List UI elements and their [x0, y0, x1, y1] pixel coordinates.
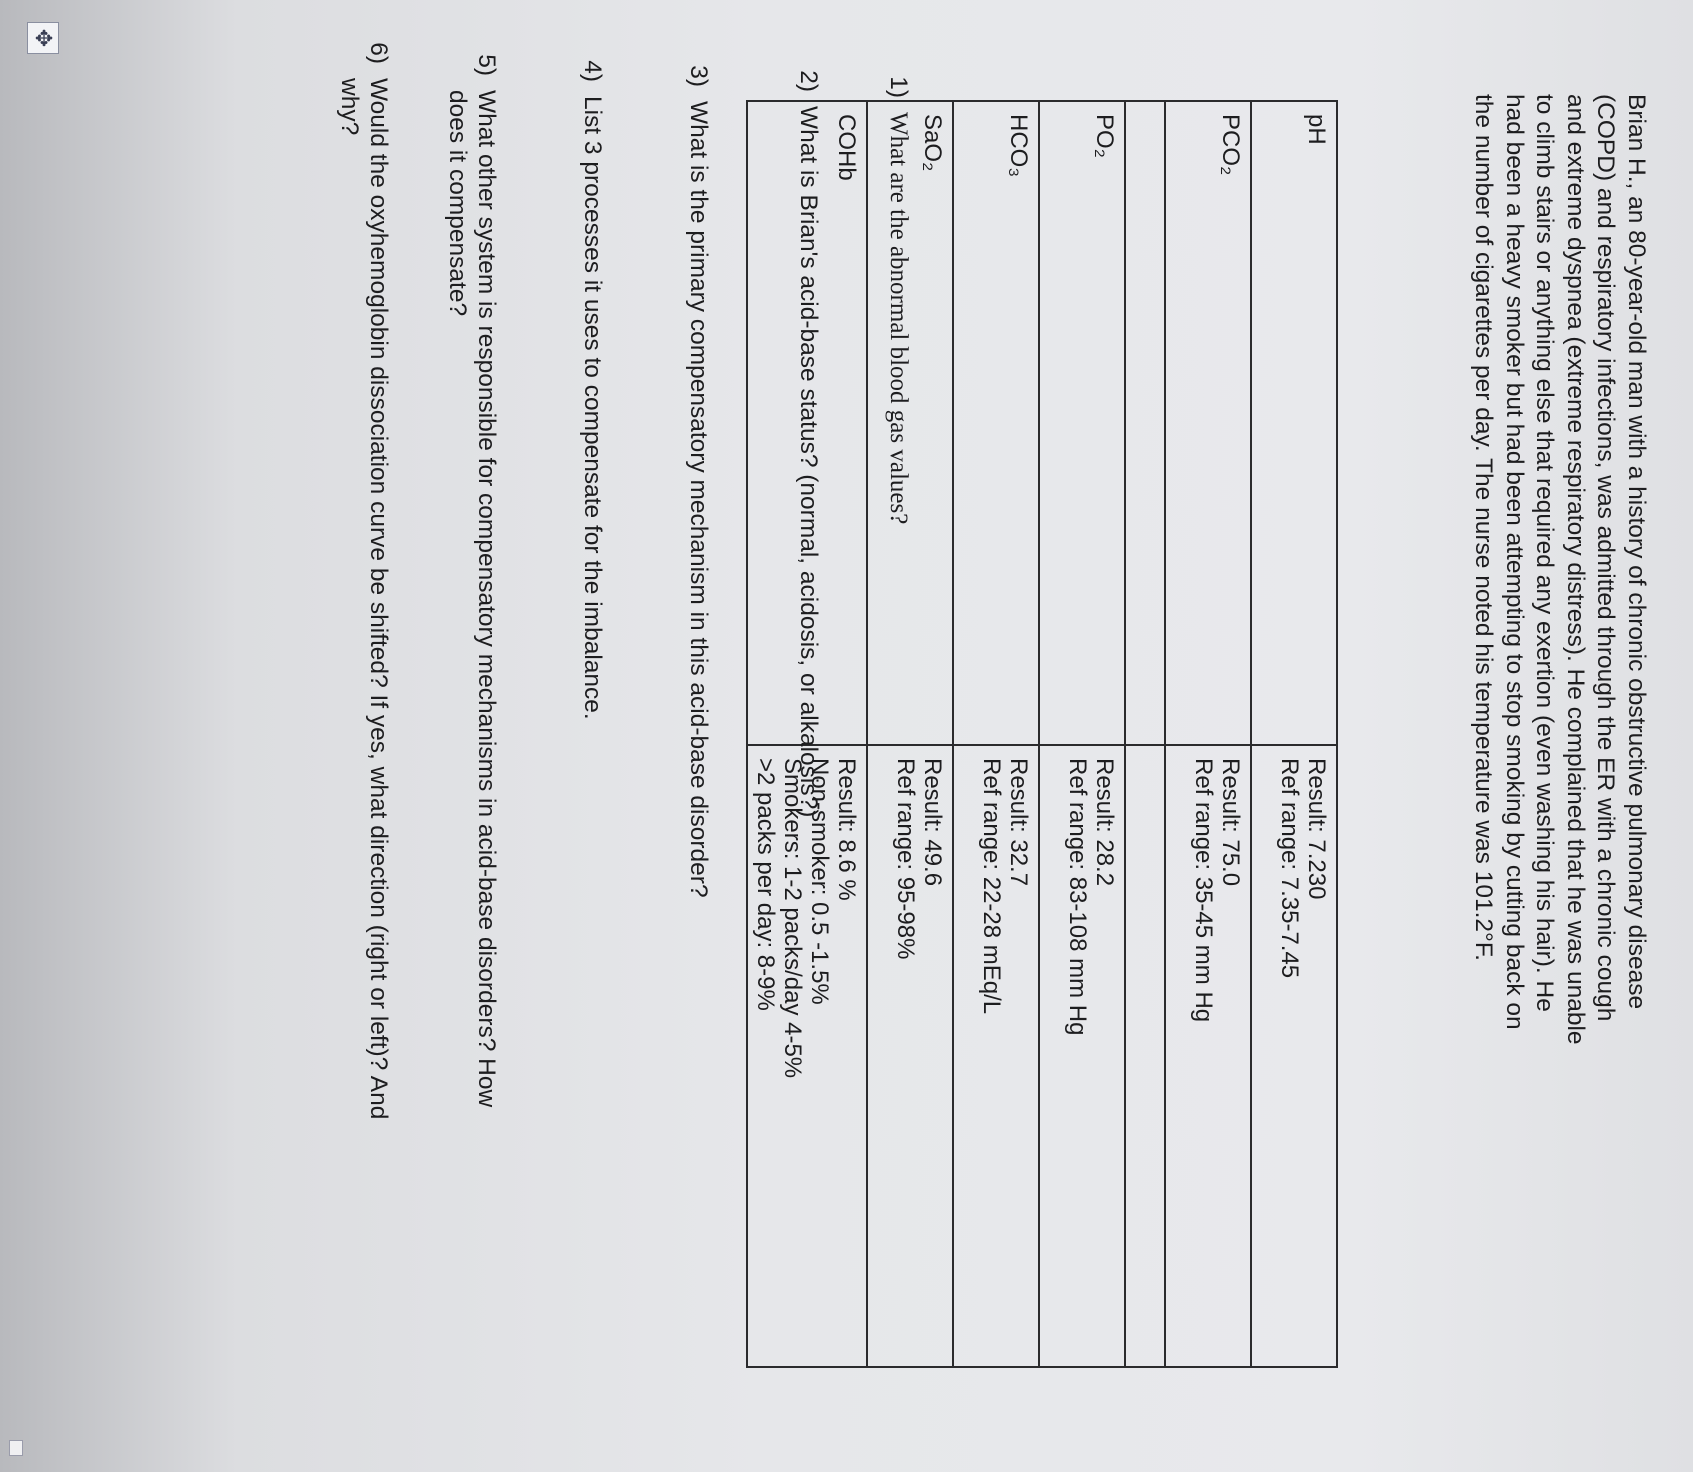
ref-range-text: Smokers: 1-2 packs/day 4-5% — [779, 758, 806, 1079]
question-text: What is Brian's acid-base status? (normal, acidosis, or alkalosis?) — [795, 106, 822, 818]
result-text: Result: 49.6 — [919, 758, 946, 887]
value-cell — [1251, 745, 1337, 1367]
ref-range-text: Ref range: 7.35-7.45 — [1276, 758, 1303, 979]
param-cell: HCO₃ — [953, 101, 1039, 745]
intro-line: the number of cigarettes per day. The nurse noted his temperature was 101.2°F. — [1470, 94, 1498, 961]
ref-range-text: Ref range: 22-28 mEq/L — [978, 758, 1005, 1015]
result-text: Result: 75.0 — [1217, 758, 1244, 887]
table-row — [1039, 101, 1125, 1367]
question-number: 4) — [579, 60, 606, 82]
question-text: Would the oxyhemoglobin dissociation curve be shifted? If yes, what direction (right or left)? And why? — [336, 78, 392, 1120]
param-cell: SaO₂ — [867, 101, 953, 745]
question-number: 5) — [473, 54, 500, 76]
question-item — [335, 20, 393, 1340]
question-text: What other system is responsible for compensatory mechanisms in acid-base disorders? How does it compensate? — [444, 90, 500, 1108]
result-text: Result: 32.7 — [1005, 758, 1032, 887]
ref-range-text: Non-smoker: 0.5 -1.5% — [806, 758, 833, 1005]
question-number: 2) — [795, 70, 822, 92]
ref-range-text: Ref range: 35-45 mm Hg — [1190, 758, 1217, 1023]
value-cell — [1039, 745, 1125, 1367]
ref-range-text: >2 packs per day: 8-9% — [752, 758, 779, 1011]
param-cell: pH — [1251, 101, 1337, 745]
value-cell — [747, 745, 867, 1367]
param-cell: PCO₂ — [1165, 101, 1251, 745]
blood-gas-table — [746, 100, 1338, 1368]
result-text: Result: 7.230 — [1303, 758, 1330, 900]
table-row — [953, 101, 1039, 1367]
question-number: 3) — [685, 65, 712, 87]
param-cell: COHb — [747, 101, 867, 745]
value-cell — [953, 745, 1039, 1367]
ref-range-text: Ref range: 95-98% — [892, 758, 919, 960]
question-number: 1) — [885, 76, 912, 98]
question-item — [794, 48, 823, 817]
value-cell — [1125, 745, 1165, 1367]
intro-line: had been a heavy smoker but had been attempting to stop smoking by cutting back on — [1501, 94, 1528, 1030]
value-cell — [1165, 745, 1251, 1367]
intro-line: (COPD) and respiratory infections, was admitted through the ER with a chronic cough — [1592, 94, 1620, 1022]
question-item — [443, 32, 501, 1332]
table-row — [1251, 101, 1337, 1367]
result-text: Result: 8.6 % — [833, 758, 860, 901]
question-text: What is the primary compensatory mechanism in this acid-base disorder? — [685, 101, 712, 898]
question-text: What are the abnormal blood gas values? — [885, 112, 912, 525]
intro-line: Brian H., an 80-year-old man with a history of chronic obstructive pulmonary disease — [1623, 94, 1650, 1010]
result-text: Result: 28.2 — [1091, 758, 1118, 887]
case-intro — [1468, 94, 1651, 1374]
ref-range-text: Ref range: 83-108 mm Hg — [1064, 758, 1091, 1036]
param-cell: PO₂ — [1039, 101, 1125, 745]
value-cell — [867, 745, 953, 1367]
question-item — [684, 43, 713, 898]
table-row — [1165, 101, 1251, 1367]
param-cell — [1125, 101, 1165, 745]
question-text: List 3 processes it uses to compensate for the imbalance. — [579, 96, 606, 720]
question-number: 6) — [365, 42, 392, 64]
question-item — [884, 54, 913, 524]
move-icon[interactable]: ✥ — [27, 22, 59, 54]
resize-handle[interactable] — [9, 1440, 23, 1456]
table-row — [1125, 101, 1165, 1367]
intro-line: to climb stairs or anything else that required any exertion (even washing his hair). He — [1531, 94, 1559, 1012]
intro-line: and extreme dyspnea (extreme respiratory distress). He complained that he was unable — [1562, 94, 1589, 1045]
question-item — [578, 38, 607, 720]
